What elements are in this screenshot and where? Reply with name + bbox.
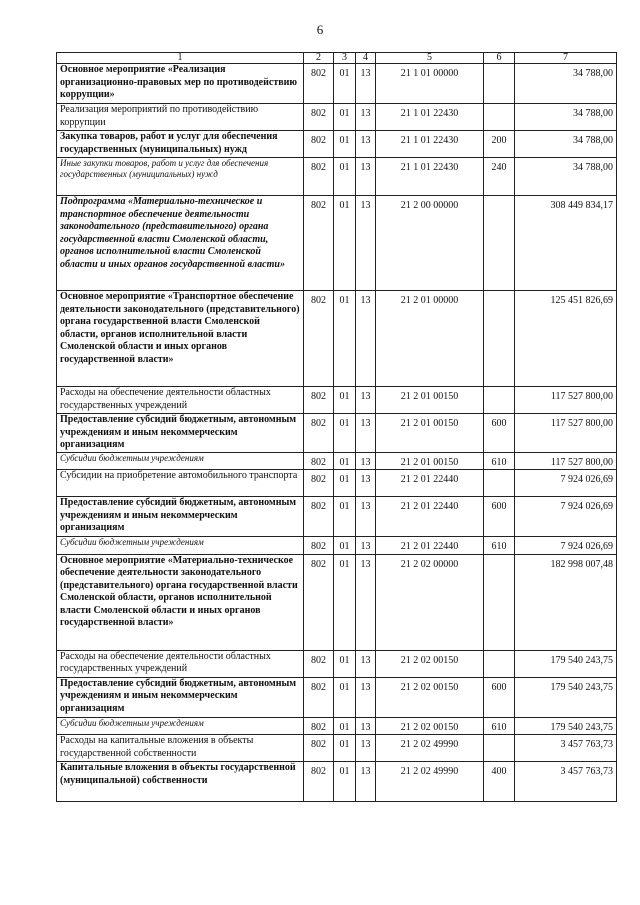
ministry-code-cell: 802 xyxy=(304,537,334,555)
ministry-code-cell: 802 xyxy=(304,497,334,537)
expense-type-cell xyxy=(484,554,515,650)
expense-type-cell xyxy=(484,650,515,677)
section-code-cell: 01 xyxy=(334,735,356,762)
subsection-code-cell: 13 xyxy=(356,554,376,650)
section-code-cell: 01 xyxy=(334,196,356,291)
table-row xyxy=(57,196,617,291)
amount-cell: 117 527 800,00 xyxy=(515,414,617,453)
row-name-cell: Подпрограмма «Материально-техническое и транспортное обеспечение деятельности законодательного (представительного) органа государственной власти Смоленской области, органов исполнительной власти Смоленской области и иных органов государственной власти» xyxy=(57,196,304,291)
expense-type-cell xyxy=(484,196,515,291)
table-row xyxy=(57,762,617,802)
subsection-code-cell: 13 xyxy=(356,650,376,677)
amount-cell: 179 540 243,75 xyxy=(515,650,617,677)
expense-type-cell xyxy=(484,104,515,131)
column-header: 5 xyxy=(376,53,484,64)
amount-cell: 125 451 826,69 xyxy=(515,291,617,387)
section-code-cell: 01 xyxy=(334,158,356,196)
target-article-cell: 21 2 02 00150 xyxy=(376,677,484,717)
expense-type-cell: 610 xyxy=(484,717,515,735)
ministry-code-cell: 802 xyxy=(304,291,334,387)
target-article-cell: 21 2 00 00000 xyxy=(376,196,484,291)
section-code-cell: 01 xyxy=(334,762,356,802)
expense-type-cell: 610 xyxy=(484,452,515,470)
target-article-cell: 21 2 01 22440 xyxy=(376,537,484,555)
section-code-cell: 01 xyxy=(334,452,356,470)
row-name-cell: Предоставление субсидий бюджетным, автономным учреждениям и иным некоммерческим организациям xyxy=(57,497,304,537)
target-article-cell: 21 2 01 22440 xyxy=(376,470,484,497)
ministry-code-cell: 802 xyxy=(304,64,334,104)
amount-cell: 117 527 800,00 xyxy=(515,387,617,414)
expense-type-cell: 200 xyxy=(484,131,515,158)
row-name-cell: Субсидии бюджетным учреждениям xyxy=(57,717,304,735)
target-article-cell: 21 2 01 00150 xyxy=(376,452,484,470)
amount-cell: 34 788,00 xyxy=(515,131,617,158)
table-row xyxy=(57,131,617,158)
ministry-code-cell: 802 xyxy=(304,735,334,762)
subsection-code-cell: 13 xyxy=(356,677,376,717)
section-code-cell: 01 xyxy=(334,717,356,735)
ministry-code-cell: 802 xyxy=(304,717,334,735)
expense-type-cell: 600 xyxy=(484,677,515,717)
section-code-cell: 01 xyxy=(334,554,356,650)
row-name-cell: Расходы на обеспечение деятельности областных государственных учреждений xyxy=(57,387,304,414)
table-row xyxy=(57,158,617,196)
row-name-cell: Основное мероприятие «Реализация организационно-правовых мер по противодействию коррупции» xyxy=(57,64,304,104)
expense-type-cell: 240 xyxy=(484,158,515,196)
table-row xyxy=(57,497,617,537)
row-name-cell: Закупка товаров, работ и услуг для обеспечения государственных (муниципальных) нужд xyxy=(57,131,304,158)
target-article-cell: 21 2 02 49990 xyxy=(376,762,484,802)
table-row xyxy=(57,554,617,650)
table-row xyxy=(57,650,617,677)
column-header: 6 xyxy=(484,53,515,64)
subsection-code-cell: 13 xyxy=(356,735,376,762)
expense-type-cell: 400 xyxy=(484,762,515,802)
amount-cell: 3 457 763,73 xyxy=(515,762,617,802)
table-row xyxy=(57,470,617,497)
ministry-code-cell: 802 xyxy=(304,470,334,497)
amount-cell: 34 788,00 xyxy=(515,158,617,196)
subsection-code-cell: 13 xyxy=(356,158,376,196)
target-article-cell: 21 2 01 00150 xyxy=(376,387,484,414)
expense-type-cell: 600 xyxy=(484,414,515,453)
page-number: 6 xyxy=(316,22,324,37)
amount-cell: 179 540 243,75 xyxy=(515,717,617,735)
subsection-code-cell: 13 xyxy=(356,64,376,104)
subsection-code-cell: 13 xyxy=(356,104,376,131)
row-name-cell: Предоставление субсидий бюджетным, автономным учреждениям и иным некоммерческим организациям xyxy=(57,677,304,717)
table-row xyxy=(57,677,617,717)
row-name-cell: Предоставление субсидий бюджетным, автономным учреждениям и иным некоммерческим организациям xyxy=(57,414,304,453)
expense-type-cell xyxy=(484,470,515,497)
table-row xyxy=(57,291,617,387)
section-code-cell: 01 xyxy=(334,497,356,537)
row-name-cell: Иные закупки товаров, работ и услуг для обеспечения государственных (муниципальных) нужд xyxy=(57,158,304,196)
budget-table xyxy=(56,52,617,802)
section-code-cell: 01 xyxy=(334,387,356,414)
expense-type-cell xyxy=(484,387,515,414)
table-row xyxy=(57,735,617,762)
ministry-code-cell: 802 xyxy=(304,158,334,196)
expense-type-cell xyxy=(484,735,515,762)
column-header: 7 xyxy=(515,53,617,64)
section-code-cell: 01 xyxy=(334,291,356,387)
section-code-cell: 01 xyxy=(334,677,356,717)
section-code-cell: 01 xyxy=(334,470,356,497)
amount-cell: 3 457 763,73 xyxy=(515,735,617,762)
section-code-cell: 01 xyxy=(334,414,356,453)
subsection-code-cell: 13 xyxy=(356,497,376,537)
column-header: 4 xyxy=(356,53,376,64)
table-row xyxy=(57,537,617,555)
amount-cell: 117 527 800,00 xyxy=(515,452,617,470)
subsection-code-cell: 13 xyxy=(356,387,376,414)
ministry-code-cell: 802 xyxy=(304,677,334,717)
column-number-row xyxy=(57,53,617,64)
subsection-code-cell: 13 xyxy=(356,537,376,555)
target-article-cell: 21 2 01 00150 xyxy=(376,414,484,453)
row-name-cell: Основное мероприятие «Транспортное обеспечение деятельности законодательного (представительного) органа государственной власти Смоленской области, органов исполнительной власти Смоленской области и иных органов государственной власти» xyxy=(57,291,304,387)
amount-cell: 7 924 026,69 xyxy=(515,470,617,497)
expense-type-cell: 610 xyxy=(484,537,515,555)
row-name-cell: Расходы на обеспечение деятельности областных государственных учреждений xyxy=(57,650,304,677)
amount-cell: 34 788,00 xyxy=(515,104,617,131)
ministry-code-cell: 802 xyxy=(304,650,334,677)
section-code-cell: 01 xyxy=(334,131,356,158)
target-article-cell: 21 2 02 00150 xyxy=(376,650,484,677)
ministry-code-cell: 802 xyxy=(304,414,334,453)
table-row xyxy=(57,104,617,131)
column-header: 1 xyxy=(57,53,304,64)
target-article-cell: 21 2 01 00000 xyxy=(376,291,484,387)
ministry-code-cell: 802 xyxy=(304,131,334,158)
amount-cell: 182 998 007,48 xyxy=(515,554,617,650)
amount-cell: 7 924 026,69 xyxy=(515,497,617,537)
table-row xyxy=(57,64,617,104)
section-code-cell: 01 xyxy=(334,537,356,555)
row-name-cell: Субсидии на приобретение автомобильного транспорта xyxy=(57,470,304,497)
amount-cell: 308 449 834,17 xyxy=(515,196,617,291)
section-code-cell: 01 xyxy=(334,650,356,677)
row-name-cell: Капитальные вложения в объекты государственной (муниципальной) собственности xyxy=(57,762,304,802)
subsection-code-cell: 13 xyxy=(356,414,376,453)
ministry-code-cell: 802 xyxy=(304,196,334,291)
ministry-code-cell: 802 xyxy=(304,452,334,470)
table-row xyxy=(57,717,617,735)
expense-type-cell xyxy=(484,64,515,104)
expense-type-cell xyxy=(484,291,515,387)
subsection-code-cell: 13 xyxy=(356,291,376,387)
row-name-cell: Субсидии бюджетным учреждениям xyxy=(57,537,304,555)
subsection-code-cell: 13 xyxy=(356,452,376,470)
target-article-cell: 21 1 01 22430 xyxy=(376,104,484,131)
target-article-cell: 21 2 01 22440 xyxy=(376,497,484,537)
subsection-code-cell: 13 xyxy=(356,717,376,735)
target-article-cell: 21 2 02 00000 xyxy=(376,554,484,650)
ministry-code-cell: 802 xyxy=(304,762,334,802)
target-article-cell: 21 1 01 22430 xyxy=(376,158,484,196)
row-name-cell: Расходы на капитальные вложения в объекты государственной собственности xyxy=(57,735,304,762)
section-code-cell: 01 xyxy=(334,104,356,131)
amount-cell: 34 788,00 xyxy=(515,64,617,104)
section-code-cell: 01 xyxy=(334,64,356,104)
table-row xyxy=(57,414,617,453)
column-header: 2 xyxy=(304,53,334,64)
target-article-cell: 21 1 01 00000 xyxy=(376,64,484,104)
ministry-code-cell: 802 xyxy=(304,554,334,650)
ministry-code-cell: 802 xyxy=(304,104,334,131)
target-article-cell: 21 2 02 00150 xyxy=(376,717,484,735)
ministry-code-cell: 802 xyxy=(304,387,334,414)
subsection-code-cell: 13 xyxy=(356,196,376,291)
table-row xyxy=(57,452,617,470)
column-header: 3 xyxy=(334,53,356,64)
target-article-cell: 21 2 02 49990 xyxy=(376,735,484,762)
expense-type-cell: 600 xyxy=(484,497,515,537)
subsection-code-cell: 13 xyxy=(356,762,376,802)
row-name-cell: Реализация мероприятий по противодействию коррупции xyxy=(57,104,304,131)
subsection-code-cell: 13 xyxy=(356,131,376,158)
target-article-cell: 21 1 01 22430 xyxy=(376,131,484,158)
row-name-cell: Основное мероприятие «Материально-техническое обеспечение деятельности законодательного (представительного) органа государственной власти Смоленской области, органов исполнительной власти Смоленской области и иных органов государственной власти» xyxy=(57,554,304,650)
table-row xyxy=(57,387,617,414)
row-name-cell: Субсидии бюджетным учреждениям xyxy=(57,452,304,470)
amount-cell: 7 924 026,69 xyxy=(515,537,617,555)
amount-cell: 179 540 243,75 xyxy=(515,677,617,717)
subsection-code-cell: 13 xyxy=(356,470,376,497)
